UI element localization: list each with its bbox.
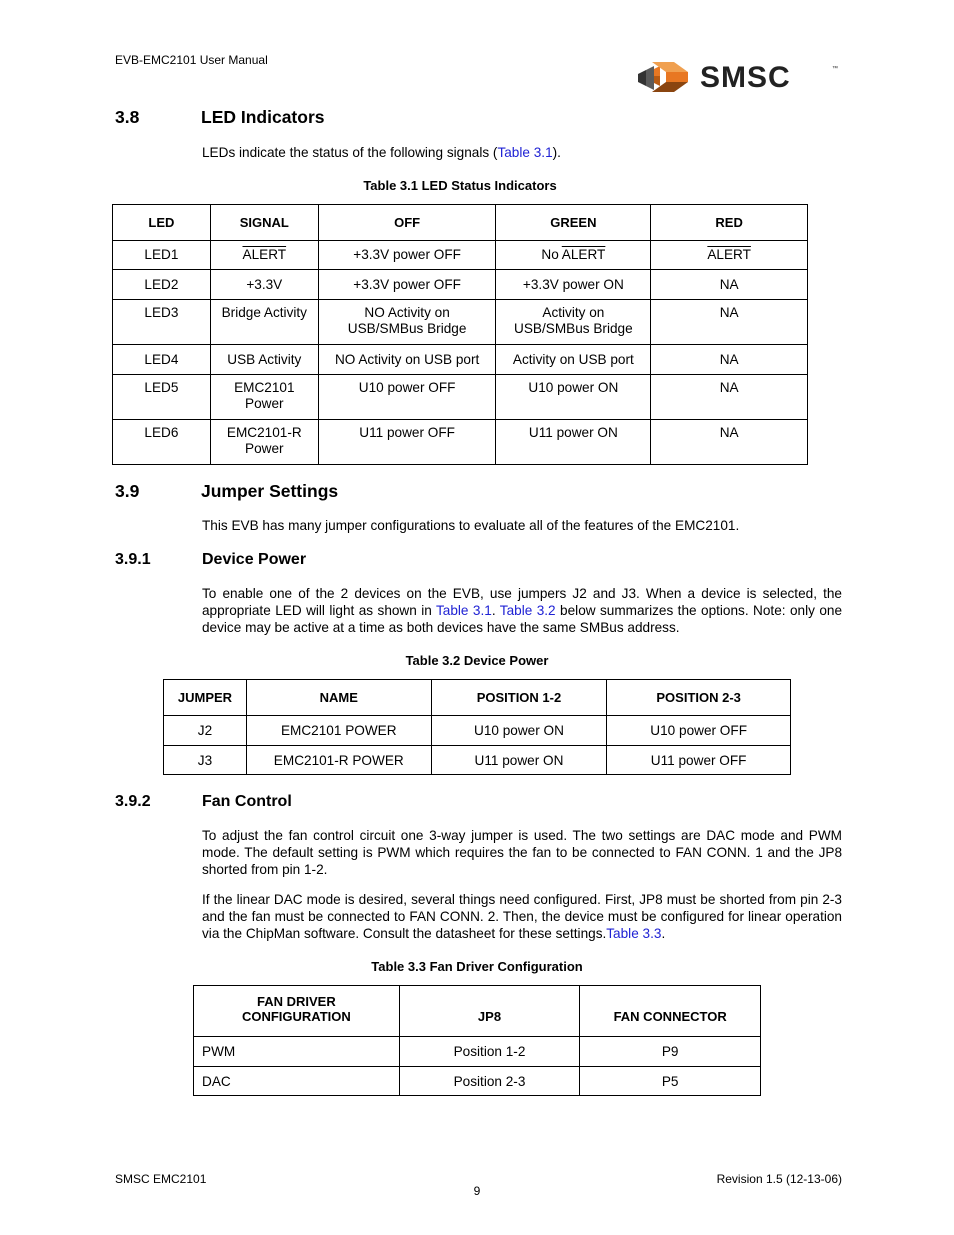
device-power-paragraph: To enable one of the 2 devices on the EVB, use jumpers J2 and J3. When a device is selected, the appropriate LED will light as shown in Table 3.1. Table 3.2 below summarizes the options. Note: only one device may be active at a time as both devices have the same SMBus address.	[202, 586, 843, 635]
jumper-intro-paragraph: This EVB has many jumper configurations to evaluate all of the features of the EMC2101.	[202, 518, 740, 533]
table-3-1-link[interactable]: Table 3.1	[436, 603, 492, 618]
led-intro-paragraph: LEDs indicate the status of the following signals (Table 3.1).	[202, 145, 561, 160]
table-row: LED1 ALERT +3.3V power OFF No ALERT ALERT	[113, 241, 808, 270]
table-3-1-link[interactable]: Table 3.1	[497, 145, 553, 160]
document-title: EVB-EMC2101 User Manual	[115, 53, 268, 67]
table-row: LED5 EMC2101 Power U10 power OFF U10 power ON NA	[113, 375, 808, 420]
table-row: PWM Position 1-2 P9	[194, 1037, 761, 1067]
table-row: DAC Position 2-3 P5	[194, 1067, 761, 1096]
table-row: LED4 USB Activity NO Activity on USB port Activity on USB port NA	[113, 345, 808, 375]
led-status-table	[112, 204, 808, 465]
section-heading-3-9-2: 3.9.2 Fan Control	[115, 793, 292, 810]
svg-text:™: ™	[832, 66, 838, 72]
table-3-2-link[interactable]: Table 3.2	[499, 603, 556, 618]
table-row: LED2 +3.3V +3.3V power OFF +3.3V power ON NA	[113, 270, 808, 300]
fan-control-paragraph-2: If the linear DAC mode is desired, several things need configured. First, JP8 must be shorted from pin 2-3 and the fan must be connected to FAN CONN. 2. Then, the device must be configured for linear operation via the ChipMan software. Consult the datasheet for these settings.Table 3.3.	[202, 892, 842, 941]
table-header-row: FAN DRIVER CONFIGURATION JP8 FAN CONNECTOR	[194, 986, 761, 1037]
device-power-table	[163, 679, 791, 775]
svg-text:SMSC: SMSC	[700, 61, 791, 94]
table-row: LED3 Bridge Activity NO Activity on USB/SMBus Bridge Activity on USB/SMBus Bridge NA	[113, 300, 808, 345]
alert-signal-overbar: ALERT	[242, 247, 287, 262]
fan-control-paragraph-1: To adjust the fan control circuit one 3-way jumper is used. The two settings are DAC mode and PWM mode. The default setting is PWM which requires the fan to be connected to FAN CONN. 1 and the JP8 shorted from pin 1-2.	[202, 828, 842, 877]
table-row: J3 EMC2101-R POWER U11 power ON U11 power OFF	[164, 746, 791, 775]
table-header-row: JUMPER NAME POSITION 1-2 POSITION 2-3	[164, 680, 791, 716]
table-caption: Table 3.2 Device Power	[405, 653, 549, 668]
page-number: 9	[473, 1184, 481, 1198]
table-3-3-link[interactable]: Table 3.3	[606, 926, 662, 941]
footer-left: SMSC EMC2101	[115, 1172, 207, 1186]
table-header-row: LED SIGNAL OFF GREEN RED	[113, 205, 808, 241]
section-heading-3-8	[115, 107, 615, 129]
table-caption: Table 3.3 Fan Driver Configuration	[371, 959, 583, 974]
section-number: 3.8	[115, 107, 140, 127]
table-row: J2 EMC2101 POWER U10 power ON U10 power OFF	[164, 716, 791, 746]
table-row: LED6 EMC2101-R Power U11 power OFF U11 power ON NA	[113, 420, 808, 465]
fan-driver-table	[193, 985, 761, 1096]
section-heading-3-9: 3.9 Jumper Settings	[115, 481, 339, 501]
smsc-logo	[638, 58, 842, 96]
section-heading-3-9-1: 3.9.1 Device Power	[115, 551, 307, 568]
table-caption: Table 3.1 LED Status Indicators	[363, 178, 557, 193]
section-title: LED Indicators	[201, 107, 325, 127]
footer-right: Revision 1.5 (12-13-06)	[716, 1172, 842, 1186]
